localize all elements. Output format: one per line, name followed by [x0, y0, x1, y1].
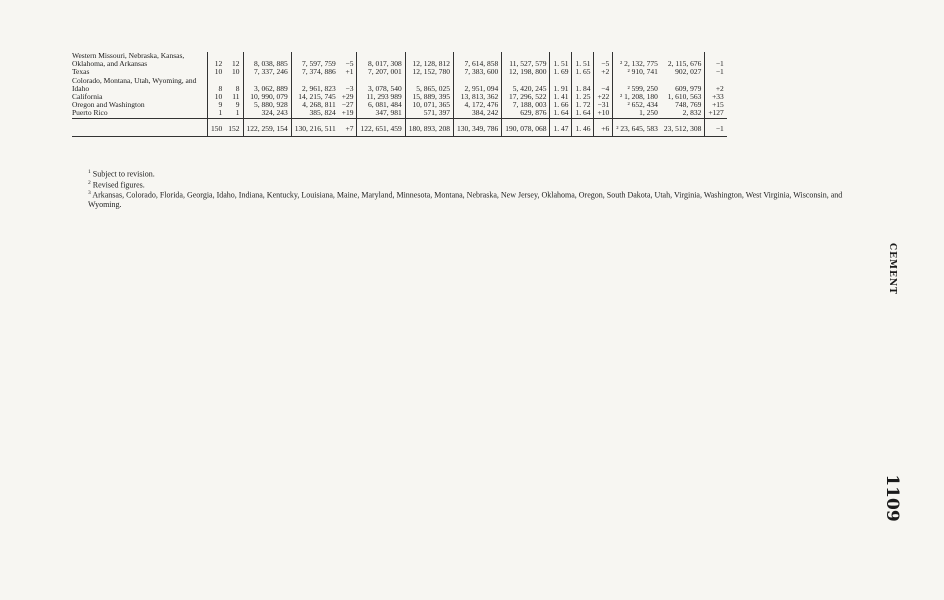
value-cell: +127	[705, 109, 727, 118]
value-cell: 1. 47	[550, 118, 572, 136]
value-cell: 10, 071, 365	[405, 101, 453, 109]
value-cell: 1, 250	[613, 109, 661, 118]
value-cell: 12, 198, 800	[502, 68, 550, 76]
value-cell: ² 652, 434	[613, 101, 661, 109]
value-cell: 1. 66	[550, 101, 572, 109]
region-cell: Puerto Rico	[72, 108, 108, 118]
footnote-marker: 1	[88, 169, 91, 175]
value-cell: 23, 512, 308	[661, 118, 705, 136]
value-cell: 385, 824	[291, 109, 338, 118]
page-number: 1109	[882, 474, 902, 522]
value-cell: ² 1, 208, 180	[613, 93, 661, 101]
value-cell: 10	[208, 93, 226, 101]
value-cell: +15	[705, 101, 727, 109]
value-cell: 7, 374, 886	[291, 68, 338, 76]
value-cell: 1. 91	[550, 77, 572, 93]
footnote-marker: 2	[88, 179, 91, 186]
value-cell: 384, 242	[453, 109, 501, 118]
value-cell: 12	[208, 52, 226, 68]
value-cell: 7, 188, 003	[502, 101, 550, 109]
value-cell: +7	[339, 118, 357, 136]
value-cell: 150	[208, 118, 226, 136]
value-cell: 9	[235, 100, 240, 110]
value-cell: 1. 25	[572, 93, 594, 101]
rule-cell	[72, 136, 727, 137]
table-row	[72, 109, 727, 118]
value-cell: 4, 268, 811	[291, 101, 338, 109]
value-cell: ² 23, 645, 583	[613, 118, 661, 136]
table-bottom-rule	[72, 136, 727, 137]
value-cell: 8, 038, 885	[243, 52, 291, 68]
value-cell: +19	[341, 108, 354, 118]
value-cell: 1. 65	[572, 68, 594, 76]
value-cell: ² 910, 741	[613, 68, 661, 76]
value-cell: 347, 981	[357, 109, 405, 118]
value-cell: 1. 84	[572, 77, 594, 93]
table-body	[72, 52, 727, 137]
value-cell: 15, 889, 395	[405, 93, 453, 101]
value-cell: 13, 813, 362	[453, 93, 501, 101]
value-cell: 1. 69	[550, 68, 572, 76]
value-cell: 1. 51	[572, 52, 594, 68]
value-cell: 12, 128, 812	[405, 52, 453, 68]
value-cell: 10	[232, 67, 240, 77]
table-row	[72, 77, 727, 93]
value-cell: 11, 293 989	[357, 93, 405, 101]
value-cell: 8	[208, 77, 226, 93]
value-cell: 180, 893, 208	[405, 118, 453, 136]
cement-statistics-table	[72, 52, 727, 137]
value-cell: 7, 337, 246	[243, 68, 291, 76]
value-cell: 8	[235, 83, 240, 93]
footnote-text: Arkansas, Colorado, Florida, Georgia, Idaho, Indiana, Kentucky, Louisiana, Maine, Maryland, Minnesota, Montana, Nebraska, New Jersey, Oklahoma, Oregon, South Dakota, Utah, Virginia, Washington, West Virginia, Wisconsin, and Wyoming.	[88, 190, 843, 209]
value-cell: 152	[225, 118, 243, 136]
value-cell: 10	[208, 68, 226, 76]
value-cell: 1. 64	[572, 109, 594, 118]
value-cell: −1	[705, 118, 727, 136]
value-cell: 130, 349, 786	[453, 118, 501, 136]
value-cell: 1. 51	[550, 52, 572, 68]
value-cell: 1	[235, 108, 240, 118]
value-cell: 122, 651, 459	[357, 118, 405, 136]
value-cell: 2, 961, 823	[291, 77, 338, 93]
value-cell: 7, 597, 759	[291, 52, 338, 68]
value-cell: 122, 259, 154	[243, 118, 291, 136]
value-cell: 5, 865, 025	[405, 77, 453, 93]
value-cell: 9	[208, 101, 226, 109]
value-cell: 324, 243	[243, 109, 291, 118]
value-cell: 2, 115, 676	[667, 59, 702, 69]
value-cell: 5, 880, 928	[243, 101, 291, 109]
region-cell	[72, 118, 208, 136]
region-cell: Western Missouri, Nebraska, Kansas, Oklahoma, and Arkansas	[72, 51, 185, 69]
value-cell: 6, 081, 484	[357, 101, 405, 109]
value-cell: ² 2, 132, 775	[613, 52, 661, 68]
value-cell: 2, 832	[682, 108, 702, 118]
value-cell: ² 599, 250	[613, 77, 661, 93]
region-cell: Texas	[72, 67, 90, 77]
value-cell: 629, 876	[502, 109, 550, 118]
value-cell: 5, 420, 245	[502, 77, 550, 93]
value-cell: +1	[345, 67, 354, 77]
value-cell: +2	[594, 68, 613, 76]
value-cell: 7, 383, 600	[453, 68, 501, 76]
value-cell: +2	[705, 77, 727, 93]
value-cell: +10	[594, 109, 613, 118]
value-cell: 10, 990, 079	[243, 93, 291, 101]
value-cell: −31	[594, 101, 613, 109]
footnote-text: Revised figures.	[92, 180, 145, 190]
value-cell: 11, 527, 579	[502, 52, 550, 68]
value-cell: 4, 172, 476	[453, 101, 501, 109]
value-cell: +29	[341, 92, 354, 102]
value-cell: +33	[705, 93, 727, 101]
footnote-marker: 3	[88, 190, 91, 197]
value-cell: −3	[345, 83, 354, 93]
value-cell: 571, 397	[405, 109, 453, 118]
value-cell: −4	[594, 77, 613, 93]
value-cell: −5	[345, 59, 354, 69]
value-cell: 3, 062, 889	[243, 77, 291, 93]
footnote-1	[72, 168, 872, 179]
value-cell: 12	[232, 59, 240, 69]
value-cell: 17, 296, 522	[502, 93, 550, 101]
value-cell: −27	[341, 100, 354, 110]
region-cell: Colorado, Montana, Utah, Wyoming, and Idaho	[72, 75, 197, 93]
value-cell: 1. 64	[550, 109, 572, 118]
region-cell: Oregon and Washington	[72, 100, 145, 110]
value-cell: 1. 46	[572, 118, 594, 136]
value-cell: 1. 41	[550, 93, 572, 101]
value-cell: 1	[208, 109, 226, 118]
footnote-2	[72, 179, 872, 190]
footnotes	[72, 168, 872, 209]
value-cell: −1	[705, 68, 727, 76]
footnote-text: Subject to revision.	[92, 169, 155, 179]
value-cell: 14, 215, 745	[291, 93, 338, 101]
value-cell: 3, 078, 540	[357, 77, 405, 93]
value-cell: 1, 610, 563	[667, 92, 702, 102]
table-row	[72, 52, 727, 68]
value-cell: 748, 769	[675, 100, 702, 110]
value-cell: 7, 614, 858	[453, 52, 501, 68]
value-cell: 8, 017, 308	[357, 52, 405, 68]
value-cell: 902, 027	[675, 67, 702, 77]
footnote-3	[72, 189, 872, 209]
value-cell: 11	[232, 92, 240, 102]
value-cell: +6	[594, 118, 613, 136]
value-cell: 1. 72	[572, 101, 594, 109]
value-cell: 190, 078, 068	[502, 118, 550, 136]
value-cell: 2, 951, 094	[453, 77, 501, 93]
value-cell: −5	[594, 52, 613, 68]
value-cell: 130, 216, 511	[291, 118, 338, 136]
running-head: CEMENT	[887, 243, 897, 295]
value-cell: −1	[705, 52, 727, 68]
value-cell: 7, 207, 001	[357, 68, 405, 76]
value-cell: 609, 979	[675, 83, 702, 93]
value-cell: 12, 152, 780	[405, 68, 453, 76]
value-cell: +22	[594, 93, 613, 101]
total-row	[72, 118, 727, 136]
region-cell: California	[72, 92, 103, 102]
